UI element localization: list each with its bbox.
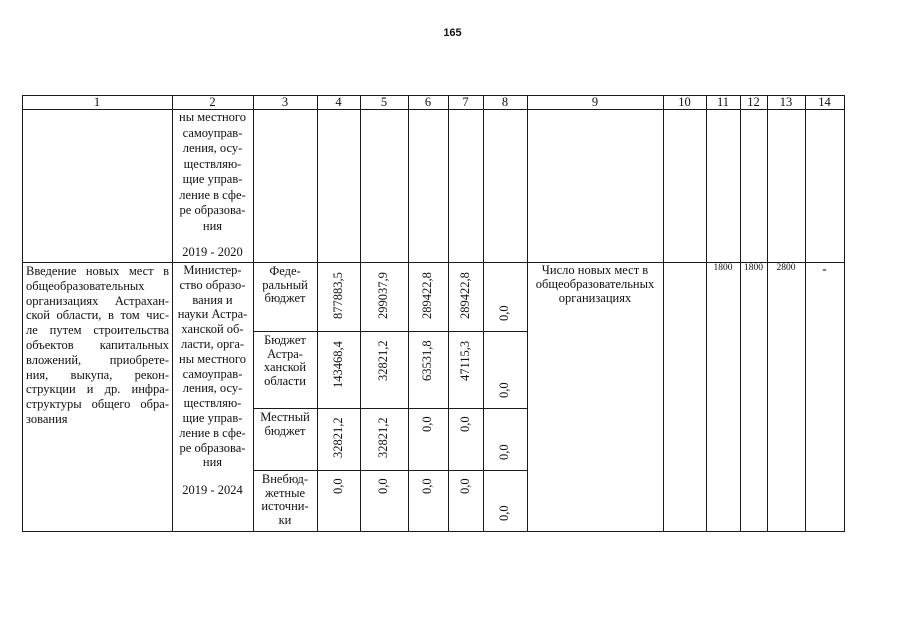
column-header-12: 12: [747, 95, 760, 109]
table-rule: [706, 95, 707, 531]
executor-line: Министер-: [183, 263, 242, 277]
table-rule: [448, 95, 449, 531]
funding-source-line: области: [264, 373, 306, 388]
target-value-11: 1800: [713, 263, 733, 273]
executor-line: вания и: [192, 292, 233, 307]
funding-value: 0,0: [420, 416, 434, 432]
executor-continued-line: ны местного: [179, 110, 246, 124]
table-rule: [22, 531, 845, 532]
funding-value: 877883,5: [330, 271, 345, 319]
executor-line: ны местного: [179, 351, 246, 366]
funding-value: 0,0: [376, 478, 390, 494]
table-rule: [253, 95, 254, 531]
funding-value: 32821,2: [330, 417, 345, 459]
column-header-1: 1: [93, 95, 101, 109]
funding-source-line: ки: [278, 512, 292, 527]
table-rule: [805, 95, 806, 531]
event-description-line: струкции и др. инфра-: [26, 382, 169, 397]
executor-continued-line: ления, осу-: [182, 141, 243, 155]
funding-source-line: ральный: [262, 277, 308, 292]
funding-value: 0,0: [497, 505, 511, 521]
funding-value: 0,0: [457, 478, 472, 494]
funding-value: 0,0: [497, 444, 511, 460]
column-header-7: 7: [462, 95, 469, 109]
funding-source-line: Астра-: [267, 346, 303, 361]
executor-continued-line: ре образова-: [179, 203, 246, 217]
funding-value: 0,0: [457, 416, 472, 432]
executor-continued-line: щие управ-: [182, 172, 243, 186]
executor-line: ление в сфе-: [179, 425, 246, 440]
column-header-2: 2: [209, 95, 216, 109]
funding-source-line: источни-: [261, 499, 309, 513]
funding-source-line: ханской: [263, 360, 307, 374]
funding-source-line: бюджет: [264, 423, 306, 438]
event-description-line: ле путем строительства: [26, 323, 169, 338]
funding-source-line: Местный: [260, 410, 310, 424]
funding-value: 289422,8: [457, 271, 472, 319]
event-description-line: Введение новых мест в: [26, 264, 169, 278]
executor-line: самоуправ-: [182, 366, 243, 381]
funding-value: 63531,8: [420, 340, 434, 382]
executor-line: ления, осу-: [182, 381, 243, 396]
executor-line: ре образова-: [179, 440, 246, 455]
table-rule: [317, 95, 318, 531]
page-number: 165: [443, 27, 462, 39]
funding-value: 32821,2: [376, 417, 390, 459]
executor-line: ществляю-: [183, 396, 242, 411]
event-description-line: объектов капитальных: [26, 338, 169, 352]
table-rule: [408, 95, 409, 531]
executor-continued-line: ление в сфе-: [179, 187, 246, 202]
indicator-line: организациях: [558, 291, 632, 305]
event-description-line: ния, выкупа, рекон-: [26, 367, 169, 382]
table-rule: [767, 95, 768, 531]
column-header-8: 8: [501, 95, 509, 109]
column-header-3: 3: [281, 95, 289, 109]
funding-source-line: жетные: [264, 485, 306, 500]
column-header-9: 9: [591, 95, 599, 109]
funding-value: 0,0: [497, 382, 511, 398]
table-rule: [740, 95, 741, 531]
column-header-14: 14: [818, 95, 831, 109]
table-rule: [360, 95, 361, 531]
column-header-6: 6: [424, 95, 432, 109]
executor-line: щие управ-: [182, 411, 243, 425]
executor-continued-line: ния: [202, 218, 223, 233]
event-description-line: организациях Астрахан-: [26, 293, 169, 308]
funding-source-line: бюджет: [264, 291, 306, 305]
executor-continued-line: самоуправ-: [182, 125, 243, 140]
table-rule: [527, 95, 528, 531]
column-header-11: 11: [716, 95, 730, 109]
target-value-14: -: [822, 262, 827, 276]
table-rule: [663, 95, 664, 531]
table-rule: [483, 95, 484, 531]
target-value-12: 1800: [744, 263, 763, 273]
funding-source-line: Феде-: [269, 264, 301, 278]
executor-line: науки Астра-: [177, 307, 248, 322]
column-header-10: 10: [678, 95, 691, 109]
event-description-line: ской области, в том чис-: [26, 308, 169, 323]
funding-value: 47115,3: [457, 341, 472, 382]
funding-value: 299037,9: [376, 271, 390, 319]
executor-period: 2019 - 2024: [182, 483, 243, 497]
column-header-5: 5: [380, 95, 388, 109]
funding-value: 143468,4: [330, 340, 345, 388]
executor-line: ласти, орга-: [180, 337, 245, 351]
event-description-line: общеобразовательных: [26, 278, 145, 293]
column-header-4: 4: [335, 95, 342, 109]
funding-value: 289422,8: [420, 271, 434, 319]
table-rule: [844, 95, 845, 531]
event-description-line: структуры общего обра-: [26, 397, 169, 412]
event-description-line: зования: [26, 412, 68, 426]
executor-line: ханской об-: [181, 322, 244, 337]
indicator-line: Число новых мест в: [541, 263, 649, 277]
funding-value: 0,0: [420, 478, 434, 494]
table-rule: [22, 95, 23, 531]
target-value-13: 2800: [776, 263, 796, 273]
column-header-13: 13: [779, 95, 793, 109]
funding-value: 0,0: [497, 305, 511, 321]
program-table: [22, 95, 844, 531]
event-description-line: вложений, приобрете-: [26, 352, 169, 367]
funding-source-line: Внебюд-: [261, 472, 309, 486]
executor-line: ство образо-: [179, 277, 246, 292]
executor-continued-period: 2019 - 2020: [182, 245, 243, 259]
funding-value: 0,0: [330, 478, 345, 494]
executor-continued-line: ществляю-: [183, 156, 242, 171]
funding-source-line: Бюджет: [264, 333, 306, 347]
funding-value: 32821,2: [376, 340, 390, 382]
executor-line: ния: [202, 455, 223, 470]
indicator-line: общеобразовательных: [535, 277, 655, 291]
